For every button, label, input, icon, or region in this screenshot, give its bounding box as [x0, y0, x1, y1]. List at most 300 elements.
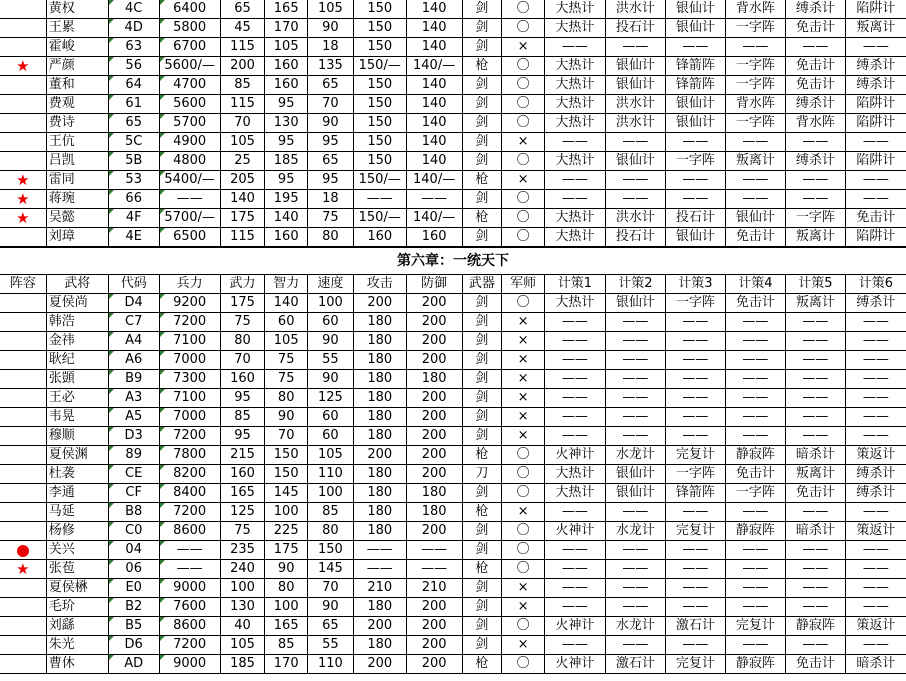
cell-5[interactable]: 75 [265, 370, 308, 389]
column-header[interactable]: 武力 [220, 275, 265, 294]
cell-8[interactable]: 200 [406, 636, 462, 655]
cell-7[interactable]: 160 [353, 228, 406, 248]
cell-13[interactable]: —— [665, 313, 725, 332]
cell-4[interactable]: 140 [220, 190, 265, 209]
cell-16[interactable]: 策返计 [845, 446, 906, 465]
cell-14[interactable]: —— [725, 171, 785, 190]
cell-14[interactable]: —— [725, 636, 785, 655]
cell-6[interactable]: 60 [308, 408, 354, 427]
cell-5[interactable]: 145 [265, 484, 308, 503]
cell-4[interactable]: 115 [220, 228, 265, 248]
cell-8[interactable]: —— [406, 190, 462, 209]
cell-9[interactable]: 剑 [462, 133, 502, 152]
column-header[interactable]: 防御 [406, 275, 462, 294]
cell-9[interactable]: 枪 [462, 57, 502, 76]
cell-2[interactable]: 5B [108, 152, 159, 171]
cell-14[interactable]: 免击计 [725, 294, 785, 313]
cell-7[interactable]: 150 [353, 95, 406, 114]
cell-10[interactable]: 〇 [502, 655, 545, 674]
cell-7[interactable]: 180 [353, 598, 406, 617]
cell-13[interactable]: —— [665, 133, 725, 152]
cell-2[interactable]: 65 [108, 114, 159, 133]
cell-10[interactable]: × [502, 171, 545, 190]
cell-15[interactable]: —— [785, 351, 845, 370]
cell-2[interactable]: 56 [108, 57, 159, 76]
cell-6[interactable]: 55 [308, 636, 354, 655]
cell-14[interactable]: 静寂阵 [725, 522, 785, 541]
cell-1[interactable]: 夏侯楙 [46, 579, 108, 598]
cell-7[interactable]: 200 [353, 617, 406, 636]
cell-14[interactable]: 叛离计 [725, 152, 785, 171]
cell-1[interactable]: 雷同 [46, 171, 108, 190]
cell-10[interactable]: × [502, 636, 545, 655]
cell-7[interactable]: 150/— [353, 171, 406, 190]
cell-10[interactable]: 〇 [502, 228, 545, 248]
lineup-cell[interactable] [0, 152, 46, 171]
cell-14[interactable]: 免击计 [725, 465, 785, 484]
cell-16[interactable]: —— [845, 579, 906, 598]
cell-15[interactable]: —— [785, 427, 845, 446]
cell-6[interactable]: 80 [308, 522, 354, 541]
cell-1[interactable]: 朱光 [46, 636, 108, 655]
column-header[interactable]: 计策1 [544, 275, 605, 294]
cell-13[interactable]: —— [665, 598, 725, 617]
cell-5[interactable]: 195 [265, 190, 308, 209]
cell-15[interactable]: —— [785, 38, 845, 57]
cell-10[interactable]: 〇 [502, 209, 545, 228]
cell-1[interactable]: 韦晃 [46, 408, 108, 427]
cell-10[interactable]: 〇 [502, 522, 545, 541]
cell-1[interactable]: 吴懿 [46, 209, 108, 228]
cell-16[interactable]: 缚杀计 [845, 57, 906, 76]
cell-9[interactable]: 刀 [462, 465, 502, 484]
cell-9[interactable]: 剑 [462, 408, 502, 427]
cell-13[interactable]: —— [665, 38, 725, 57]
cell-9[interactable]: 剑 [462, 95, 502, 114]
cell-8[interactable]: 200 [406, 332, 462, 351]
cell-14[interactable]: 银仙计 [725, 209, 785, 228]
cell-12[interactable]: 投石计 [605, 19, 665, 38]
cell-15[interactable]: 一字阵 [785, 209, 845, 228]
cell-15[interactable]: 缚杀计 [785, 95, 845, 114]
cell-8[interactable]: 200 [406, 427, 462, 446]
cell-12[interactable]: 银仙计 [605, 76, 665, 95]
cell-4[interactable]: 240 [220, 560, 265, 579]
cell-1[interactable]: 曹休 [46, 655, 108, 674]
cell-9[interactable]: 剑 [462, 427, 502, 446]
cell-2[interactable]: B2 [108, 598, 159, 617]
cell-6[interactable]: 18 [308, 38, 354, 57]
cell-4[interactable]: 40 [220, 617, 265, 636]
cell-4[interactable]: 160 [220, 465, 265, 484]
cell-14[interactable]: 一字阵 [725, 19, 785, 38]
cell-1[interactable]: 韩浩 [46, 313, 108, 332]
cell-16[interactable]: —— [845, 503, 906, 522]
lineup-cell[interactable] [0, 370, 46, 389]
cell-2[interactable]: B8 [108, 503, 159, 522]
cell-6[interactable]: 90 [308, 332, 354, 351]
lineup-cell[interactable] [0, 655, 46, 674]
cell-4[interactable]: 70 [220, 351, 265, 370]
cell-5[interactable]: 80 [265, 579, 308, 598]
column-header[interactable]: 智力 [265, 275, 308, 294]
cell-9[interactable]: 枪 [462, 655, 502, 674]
cell-3[interactable]: 5600/— [159, 57, 220, 76]
cell-14[interactable]: 完复计 [725, 617, 785, 636]
cell-2[interactable]: D3 [108, 427, 159, 446]
cell-3[interactable]: 7300 [159, 370, 220, 389]
cell-3[interactable]: 6500 [159, 228, 220, 248]
cell-10[interactable]: × [502, 408, 545, 427]
cell-8[interactable]: 140/— [406, 57, 462, 76]
cell-4[interactable]: 185 [220, 655, 265, 674]
cell-13[interactable]: —— [665, 171, 725, 190]
cell-3[interactable]: 6400 [159, 0, 220, 19]
cell-15[interactable]: 免击计 [785, 57, 845, 76]
column-header[interactable]: 计策4 [725, 275, 785, 294]
cell-6[interactable]: 90 [308, 598, 354, 617]
cell-13[interactable]: 一字阵 [665, 294, 725, 313]
cell-14[interactable]: 一字阵 [725, 76, 785, 95]
lineup-cell[interactable] [0, 76, 46, 95]
cell-3[interactable]: —— [159, 190, 220, 209]
cell-4[interactable]: 165 [220, 484, 265, 503]
cell-10[interactable]: × [502, 579, 545, 598]
cell-14[interactable]: 一字阵 [725, 57, 785, 76]
cell-2[interactable]: 04 [108, 541, 159, 560]
cell-10[interactable]: × [502, 351, 545, 370]
cell-6[interactable]: 18 [308, 190, 354, 209]
cell-4[interactable]: 45 [220, 19, 265, 38]
cell-6[interactable]: 55 [308, 351, 354, 370]
cell-8[interactable]: 200 [406, 351, 462, 370]
cell-6[interactable]: 125 [308, 389, 354, 408]
cell-12[interactable]: 水龙计 [605, 522, 665, 541]
cell-3[interactable]: 8600 [159, 617, 220, 636]
cell-16[interactable]: 策返计 [845, 617, 906, 636]
cell-3[interactable]: 5400/— [159, 171, 220, 190]
cell-12[interactable]: —— [605, 332, 665, 351]
cell-10[interactable]: × [502, 503, 545, 522]
cell-12[interactable]: —— [605, 190, 665, 209]
cell-13[interactable]: —— [665, 190, 725, 209]
cell-10[interactable]: 〇 [502, 617, 545, 636]
cell-8[interactable]: 210 [406, 579, 462, 598]
cell-11[interactable]: 火神计 [544, 655, 605, 674]
lineup-cell[interactable] [0, 579, 46, 598]
cell-12[interactable]: 洪水计 [605, 0, 665, 19]
cell-10[interactable]: 〇 [502, 484, 545, 503]
cell-15[interactable]: 暗杀计 [785, 446, 845, 465]
cell-9[interactable]: 剑 [462, 370, 502, 389]
cell-3[interactable]: 7200 [159, 503, 220, 522]
cell-10[interactable]: 〇 [502, 0, 545, 19]
cell-2[interactable]: D4 [108, 294, 159, 313]
cell-15[interactable]: —— [785, 560, 845, 579]
cell-10[interactable]: 〇 [502, 152, 545, 171]
cell-3[interactable]: 7200 [159, 427, 220, 446]
cell-12[interactable]: —— [605, 389, 665, 408]
cell-16[interactable]: 陷阱计 [845, 95, 906, 114]
cell-4[interactable]: 85 [220, 408, 265, 427]
cell-1[interactable]: 王必 [46, 389, 108, 408]
cell-14[interactable]: —— [725, 560, 785, 579]
cell-9[interactable]: 剑 [462, 541, 502, 560]
cell-3[interactable]: 7600 [159, 598, 220, 617]
cell-14[interactable]: —— [725, 190, 785, 209]
cell-10[interactable]: × [502, 370, 545, 389]
cell-3[interactable]: 5700/— [159, 209, 220, 228]
cell-13[interactable]: —— [665, 579, 725, 598]
cell-7[interactable]: 150 [353, 19, 406, 38]
cell-3[interactable]: 7000 [159, 351, 220, 370]
cell-2[interactable]: AD [108, 655, 159, 674]
cell-5[interactable]: 75 [265, 351, 308, 370]
column-header[interactable]: 速度 [308, 275, 354, 294]
cell-7[interactable]: 180 [353, 465, 406, 484]
cell-2[interactable]: A5 [108, 408, 159, 427]
cell-11[interactable]: 大热计 [544, 484, 605, 503]
cell-6[interactable]: 150 [308, 541, 354, 560]
column-header[interactable]: 武器 [462, 275, 502, 294]
lineup-cell[interactable] [0, 389, 46, 408]
lineup-cell[interactable] [0, 19, 46, 38]
cell-4[interactable]: 95 [220, 389, 265, 408]
cell-15[interactable]: 缚杀计 [785, 0, 845, 19]
cell-1[interactable]: 费观 [46, 95, 108, 114]
cell-5[interactable]: 95 [265, 133, 308, 152]
cell-9[interactable]: 枪 [462, 446, 502, 465]
cell-11[interactable]: —— [544, 351, 605, 370]
cell-10[interactable]: 〇 [502, 95, 545, 114]
cell-8[interactable]: 180 [406, 503, 462, 522]
cell-12[interactable]: 银仙计 [605, 484, 665, 503]
lineup-cell[interactable] [0, 541, 46, 560]
cell-5[interactable]: 90 [265, 408, 308, 427]
cell-2[interactable]: 53 [108, 171, 159, 190]
cell-8[interactable]: —— [406, 541, 462, 560]
cell-16[interactable]: —— [845, 171, 906, 190]
cell-10[interactable]: × [502, 313, 545, 332]
cell-15[interactable]: —— [785, 503, 845, 522]
cell-12[interactable]: 洪水计 [605, 114, 665, 133]
cell-1[interactable]: 吕凯 [46, 152, 108, 171]
cell-9[interactable]: 枪 [462, 171, 502, 190]
cell-1[interactable]: 张苞 [46, 560, 108, 579]
cell-15[interactable]: 免击计 [785, 19, 845, 38]
cell-11[interactable]: —— [544, 503, 605, 522]
cell-5[interactable]: 150 [265, 465, 308, 484]
cell-14[interactable]: —— [725, 598, 785, 617]
cell-12[interactable]: —— [605, 351, 665, 370]
cell-16[interactable]: —— [845, 313, 906, 332]
cell-11[interactable]: —— [544, 171, 605, 190]
cell-15[interactable]: —— [785, 332, 845, 351]
cell-16[interactable]: 免击计 [845, 209, 906, 228]
cell-16[interactable]: 暗杀计 [845, 655, 906, 674]
cell-13[interactable]: 完复计 [665, 655, 725, 674]
lineup-cell[interactable] [0, 503, 46, 522]
cell-6[interactable]: 60 [308, 427, 354, 446]
cell-16[interactable]: —— [845, 636, 906, 655]
cell-7[interactable]: 180 [353, 370, 406, 389]
cell-8[interactable]: 140 [406, 76, 462, 95]
cell-6[interactable]: 145 [308, 560, 354, 579]
cell-14[interactable]: 一字阵 [725, 114, 785, 133]
cell-1[interactable]: 王累 [46, 19, 108, 38]
cell-6[interactable]: 75 [308, 209, 354, 228]
cell-2[interactable]: D6 [108, 636, 159, 655]
cell-6[interactable]: 135 [308, 57, 354, 76]
cell-3[interactable]: 9200 [159, 294, 220, 313]
cell-5[interactable]: 140 [265, 294, 308, 313]
column-header[interactable]: 代码 [108, 275, 159, 294]
cell-15[interactable]: 叛离计 [785, 294, 845, 313]
cell-3[interactable]: 7000 [159, 408, 220, 427]
cell-15[interactable]: 静寂阵 [785, 617, 845, 636]
cell-14[interactable]: —— [725, 332, 785, 351]
cell-5[interactable]: 165 [265, 0, 308, 19]
cell-7[interactable]: 150 [353, 114, 406, 133]
cell-2[interactable]: A3 [108, 389, 159, 408]
cell-1[interactable]: 费诗 [46, 114, 108, 133]
column-header[interactable]: 计策2 [605, 275, 665, 294]
cell-3[interactable]: 9000 [159, 655, 220, 674]
cell-11[interactable]: —— [544, 313, 605, 332]
cell-8[interactable]: 200 [406, 465, 462, 484]
cell-1[interactable]: 李通 [46, 484, 108, 503]
lineup-cell[interactable] [0, 171, 46, 190]
cell-11[interactable]: —— [544, 190, 605, 209]
cell-7[interactable]: 150/— [353, 209, 406, 228]
lineup-cell[interactable] [0, 427, 46, 446]
cell-13[interactable]: —— [665, 503, 725, 522]
cell-11[interactable]: 火神计 [544, 617, 605, 636]
cell-1[interactable]: 董和 [46, 76, 108, 95]
cell-1[interactable]: 毛玠 [46, 598, 108, 617]
cell-1[interactable]: 马延 [46, 503, 108, 522]
cell-9[interactable]: 剑 [462, 389, 502, 408]
cell-5[interactable]: 95 [265, 171, 308, 190]
cell-12[interactable]: —— [605, 541, 665, 560]
cell-9[interactable]: 剑 [462, 313, 502, 332]
cell-13[interactable]: 激石计 [665, 617, 725, 636]
cell-6[interactable]: 100 [308, 294, 354, 313]
cell-3[interactable]: 7800 [159, 446, 220, 465]
cell-15[interactable]: —— [785, 408, 845, 427]
cell-13[interactable]: —— [665, 636, 725, 655]
cell-5[interactable]: 160 [265, 57, 308, 76]
cell-3[interactable]: 7100 [159, 389, 220, 408]
cell-8[interactable]: 140/— [406, 171, 462, 190]
cell-13[interactable]: 银仙计 [665, 95, 725, 114]
cell-5[interactable]: 100 [265, 503, 308, 522]
cell-15[interactable]: 叛离计 [785, 465, 845, 484]
column-header[interactable]: 攻击 [353, 275, 406, 294]
cell-14[interactable]: 背水阵 [725, 95, 785, 114]
cell-9[interactable]: 剑 [462, 598, 502, 617]
cell-11[interactable]: 大热计 [544, 228, 605, 248]
cell-15[interactable]: —— [785, 636, 845, 655]
cell-5[interactable]: 95 [265, 95, 308, 114]
cell-11[interactable]: —— [544, 370, 605, 389]
cell-7[interactable]: 180 [353, 408, 406, 427]
cell-6[interactable]: 105 [308, 446, 354, 465]
cell-1[interactable]: 黄权 [46, 0, 108, 19]
column-header[interactable]: 计策6 [845, 275, 906, 294]
cell-12[interactable]: 水龙计 [605, 617, 665, 636]
cell-7[interactable]: 200 [353, 446, 406, 465]
cell-4[interactable]: 65 [220, 0, 265, 19]
cell-1[interactable]: 刘繇 [46, 617, 108, 636]
cell-1[interactable]: 夏侯尚 [46, 294, 108, 313]
cell-7[interactable]: —— [353, 541, 406, 560]
cell-4[interactable]: 75 [220, 313, 265, 332]
cell-5[interactable]: 60 [265, 313, 308, 332]
cell-3[interactable]: 7100 [159, 332, 220, 351]
cell-2[interactable]: 4D [108, 19, 159, 38]
cell-14[interactable]: —— [725, 579, 785, 598]
cell-7[interactable]: —— [353, 560, 406, 579]
cell-8[interactable]: 140 [406, 133, 462, 152]
cell-12[interactable]: —— [605, 313, 665, 332]
cell-15[interactable]: —— [785, 389, 845, 408]
lineup-cell[interactable] [0, 95, 46, 114]
cell-5[interactable]: 140 [265, 209, 308, 228]
cell-16[interactable]: —— [845, 560, 906, 579]
cell-16[interactable]: —— [845, 408, 906, 427]
cell-11[interactable]: —— [544, 38, 605, 57]
cell-16[interactable]: —— [845, 38, 906, 57]
lineup-cell[interactable] [0, 636, 46, 655]
cell-7[interactable]: —— [353, 190, 406, 209]
cell-7[interactable]: 180 [353, 503, 406, 522]
cell-11[interactable]: 火神计 [544, 446, 605, 465]
cell-11[interactable]: 大热计 [544, 19, 605, 38]
cell-3[interactable]: 4900 [159, 133, 220, 152]
cell-15[interactable]: —— [785, 598, 845, 617]
cell-9[interactable]: 剑 [462, 19, 502, 38]
cell-16[interactable]: —— [845, 190, 906, 209]
cell-2[interactable]: A6 [108, 351, 159, 370]
cell-9[interactable]: 枪 [462, 503, 502, 522]
cell-12[interactable]: 洪水计 [605, 209, 665, 228]
cell-10[interactable]: × [502, 389, 545, 408]
cell-8[interactable]: 200 [406, 389, 462, 408]
cell-12[interactable]: 银仙计 [605, 294, 665, 313]
cell-3[interactable]: 8400 [159, 484, 220, 503]
cell-5[interactable]: 70 [265, 427, 308, 446]
cell-10[interactable]: × [502, 332, 545, 351]
cell-7[interactable]: 180 [353, 636, 406, 655]
cell-14[interactable]: —— [725, 389, 785, 408]
lineup-cell[interactable] [0, 484, 46, 503]
cell-15[interactable]: —— [785, 171, 845, 190]
cell-13[interactable]: 锋箭阵 [665, 76, 725, 95]
cell-15[interactable]: 暗杀计 [785, 522, 845, 541]
cell-4[interactable]: 105 [220, 636, 265, 655]
cell-14[interactable]: —— [725, 313, 785, 332]
cell-8[interactable]: 140 [406, 95, 462, 114]
lineup-cell[interactable] [0, 190, 46, 209]
column-header[interactable]: 兵力 [159, 275, 220, 294]
cell-16[interactable]: 缚杀计 [845, 294, 906, 313]
cell-3[interactable]: 5800 [159, 19, 220, 38]
lineup-cell[interactable] [0, 446, 46, 465]
cell-3[interactable]: 6700 [159, 38, 220, 57]
cell-7[interactable]: 180 [353, 389, 406, 408]
cell-12[interactable]: —— [605, 503, 665, 522]
